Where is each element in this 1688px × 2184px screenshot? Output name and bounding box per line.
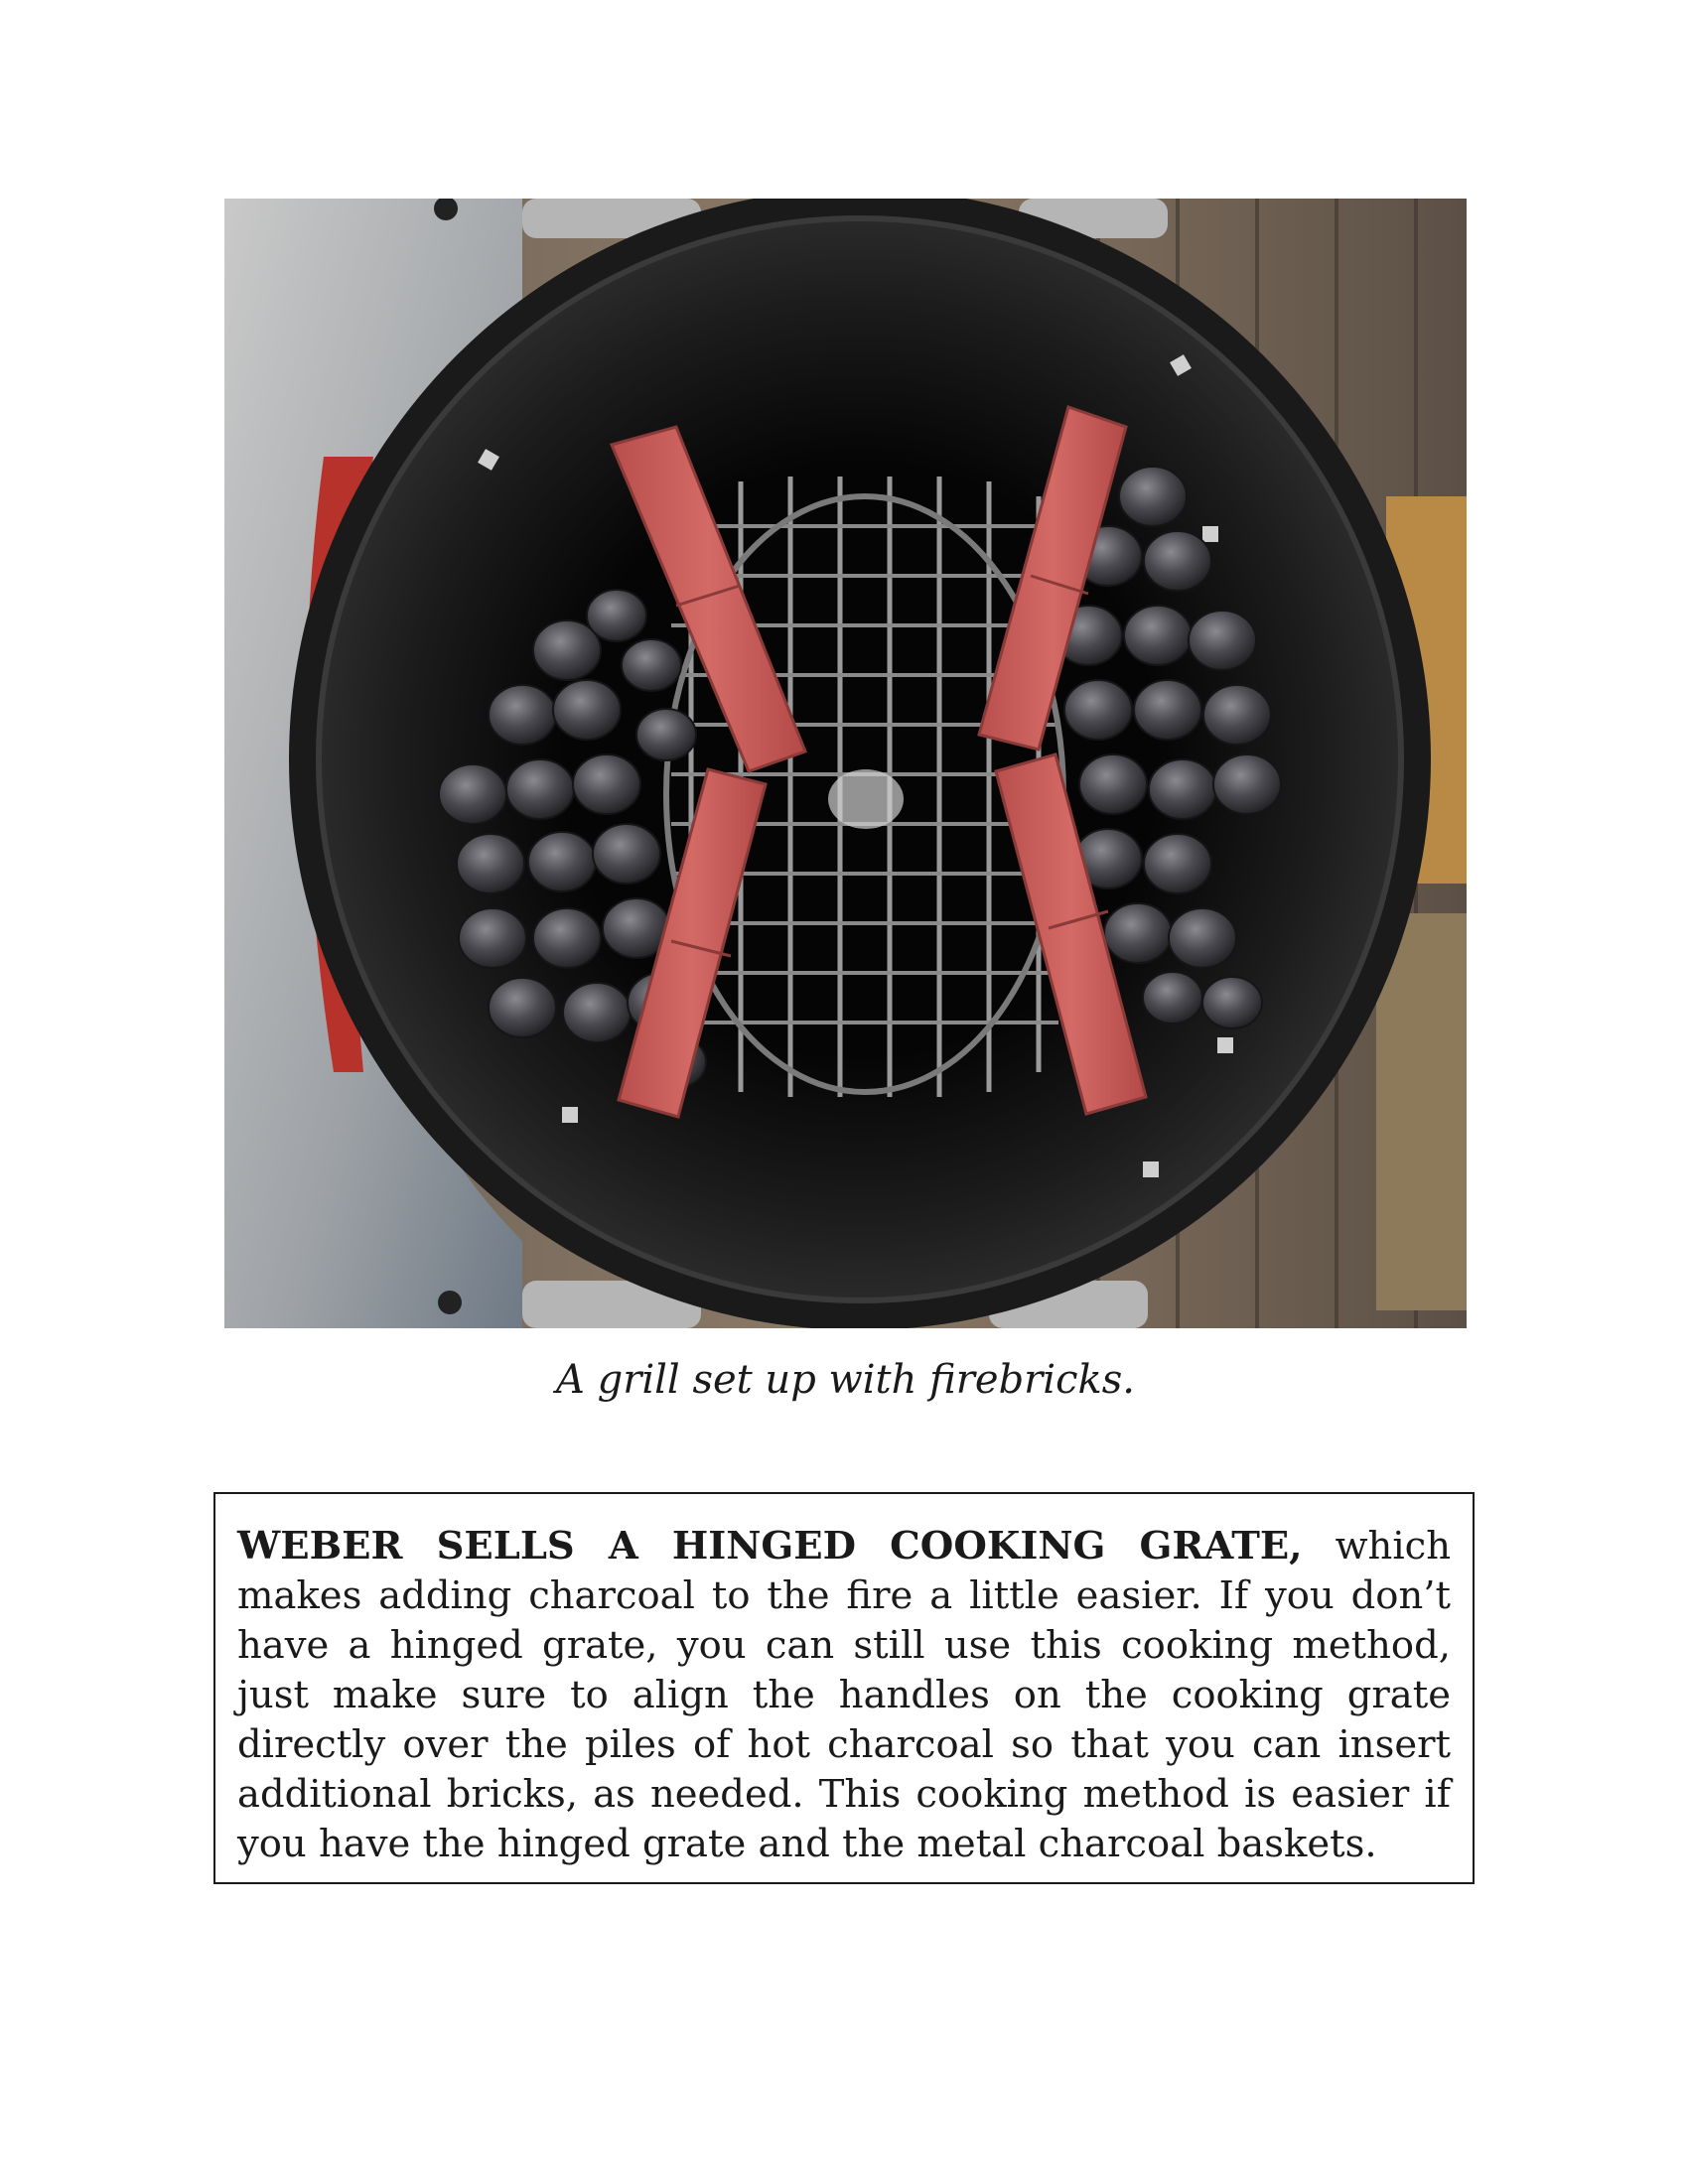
figure-caption: A grill set up with firebricks. [556,1357,1135,1403]
tip-lead: WEBER SELLS A HINGED COOKING GRATE, [237,1524,1303,1569]
tip-box [213,1492,1475,1884]
tip-text [237,1522,1451,1869]
tip-body: which makes adding charcoal to the fire a little easier. If you don’t have a hinged grate, you can still use this cooking method, just make sure to align the handles on the cooking grate directly over the piles of hot charcoal so that you can insert additional bricks, as needed. This cooking method is easier if you have the hinged grate and the metal charcoal baskets. [237,1524,1451,1866]
grill-photo [224,199,1467,1328]
